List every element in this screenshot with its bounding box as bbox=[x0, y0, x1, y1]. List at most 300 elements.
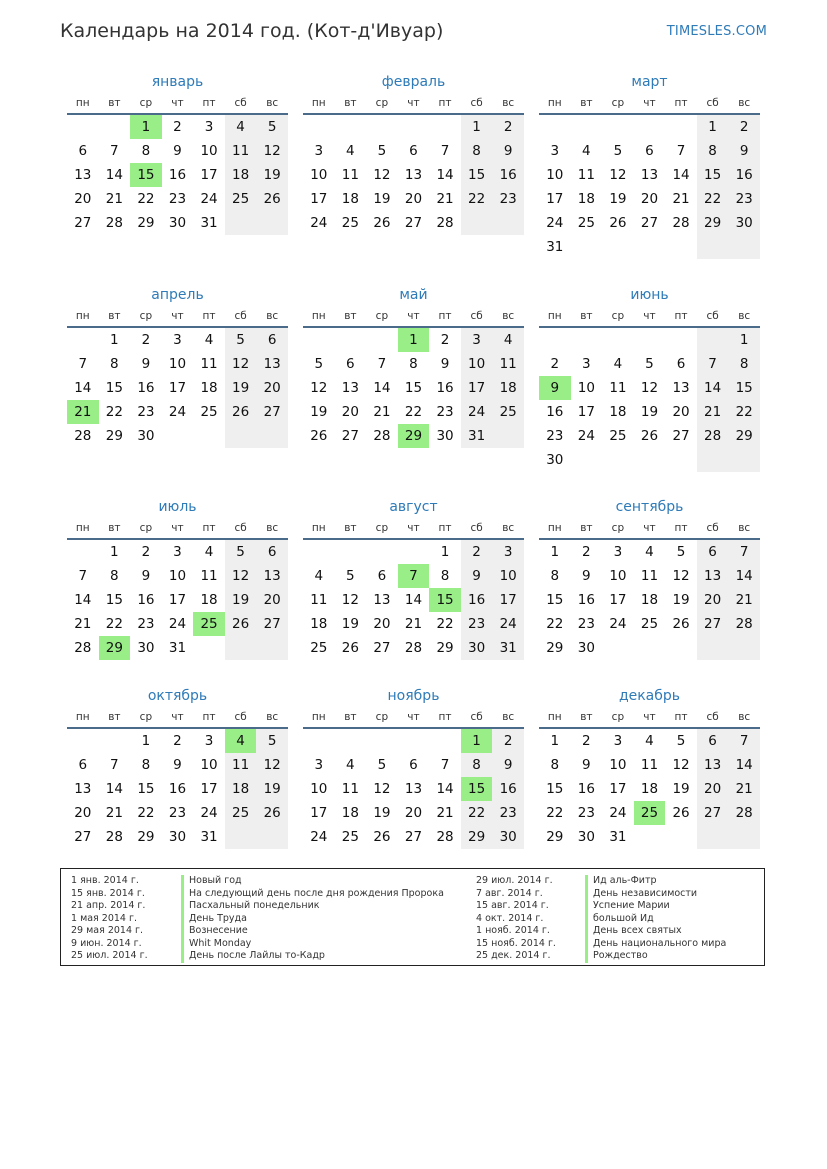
day-cell: 28 bbox=[105, 215, 123, 231]
day-cell: 16 bbox=[137, 380, 155, 396]
day-cell: 1 bbox=[461, 114, 493, 139]
day-cell: 7 bbox=[440, 757, 450, 773]
day-cell: 21 bbox=[728, 588, 760, 612]
day-cell: 2 bbox=[582, 733, 591, 749]
day-cell: 10 bbox=[310, 781, 328, 797]
day-cell: 26 bbox=[256, 187, 288, 211]
day-cell: 20 bbox=[640, 191, 659, 207]
weekday-header: ср bbox=[130, 306, 162, 327]
day-cell: 26 bbox=[341, 640, 359, 656]
day-cell: 31 bbox=[168, 640, 187, 656]
month-6 bbox=[67, 496, 288, 660]
day-cell: 17 bbox=[546, 191, 564, 207]
day-cell: 30 bbox=[168, 829, 187, 845]
day-cell: 1 bbox=[398, 327, 430, 352]
day-cell: 26 bbox=[256, 801, 288, 825]
day-cell: 2 bbox=[492, 728, 524, 753]
day-cell: 14 bbox=[74, 592, 92, 608]
empty-cell bbox=[571, 327, 603, 352]
day-cell: 23 bbox=[577, 616, 595, 632]
day-cell: 21 bbox=[373, 404, 391, 420]
day-cell: 21 bbox=[404, 616, 423, 632]
weekday-header: вс bbox=[256, 306, 288, 327]
day-cell: 29 bbox=[137, 215, 155, 231]
day-cell: 7 bbox=[676, 143, 686, 159]
empty-cell bbox=[728, 235, 760, 259]
day-cell: 25 bbox=[634, 801, 666, 825]
day-cell: 18 bbox=[577, 191, 595, 207]
day-cell: 15 bbox=[105, 592, 123, 608]
month-table bbox=[539, 306, 760, 472]
empty-cell bbox=[492, 424, 524, 448]
day-cell: 14 bbox=[728, 753, 760, 777]
day-cell: 10 bbox=[168, 356, 187, 372]
day-cell: 29 bbox=[99, 636, 131, 660]
day-cell: 23 bbox=[577, 805, 595, 821]
day-cell: 21 bbox=[697, 400, 729, 424]
weekday-header: пт bbox=[193, 518, 225, 539]
day-cell: 12 bbox=[373, 167, 391, 183]
day-cell: 4 bbox=[346, 757, 355, 773]
day-cell: 13 bbox=[256, 564, 288, 588]
brand-link[interactable]: TIMESLES.COM bbox=[666, 24, 767, 39]
empty-cell bbox=[366, 728, 398, 753]
empty-cell bbox=[162, 424, 194, 448]
empty-cell bbox=[99, 728, 131, 753]
month-1 bbox=[303, 71, 524, 235]
day-cell: 1 bbox=[130, 114, 162, 139]
holiday-date: 29 июл. 2014 г. bbox=[476, 875, 553, 886]
weekday-header: пт bbox=[665, 306, 697, 327]
day-cell: 17 bbox=[310, 805, 328, 821]
day-cell: 28 bbox=[404, 640, 423, 656]
weekday-header: вт bbox=[99, 518, 131, 539]
empty-cell bbox=[303, 327, 335, 352]
day-cell: 28 bbox=[697, 424, 729, 448]
day-cell: 22 bbox=[105, 404, 123, 420]
day-cell: 5 bbox=[225, 327, 257, 352]
weekday-header: ср bbox=[130, 518, 162, 539]
day-cell: 18 bbox=[310, 616, 328, 632]
holiday-names-col-1 bbox=[181, 875, 471, 963]
weekday-header: вт bbox=[571, 306, 603, 327]
day-cell: 16 bbox=[577, 592, 595, 608]
weekday-header: чт bbox=[634, 306, 666, 327]
month-table bbox=[67, 93, 288, 235]
empty-cell bbox=[99, 114, 131, 139]
holiday-date: 4 окт. 2014 г. bbox=[476, 912, 544, 924]
day-cell: 20 bbox=[373, 616, 391, 632]
empty-cell bbox=[256, 424, 288, 448]
day-cell: 16 bbox=[577, 781, 595, 797]
day-cell: 16 bbox=[492, 163, 524, 187]
day-cell: 9 bbox=[728, 139, 760, 163]
weekday-header: сб bbox=[461, 93, 493, 114]
day-cell: 30 bbox=[577, 829, 595, 845]
day-cell: 22 bbox=[404, 404, 423, 420]
empty-cell bbox=[366, 114, 398, 139]
holiday-date: 15 нояб. 2014 г. bbox=[476, 937, 556, 949]
day-cell: 1 bbox=[440, 544, 450, 560]
weekday-header: вт bbox=[571, 707, 603, 728]
empty-cell bbox=[634, 327, 666, 352]
weekday-header: вс bbox=[492, 306, 524, 327]
day-cell: 15 bbox=[404, 380, 423, 396]
day-cell: 8 bbox=[461, 753, 493, 777]
day-cell: 1 bbox=[550, 733, 560, 749]
empty-cell bbox=[461, 211, 493, 235]
weekday-header: пн bbox=[67, 93, 99, 114]
day-cell: 5 bbox=[676, 733, 686, 749]
empty-cell bbox=[429, 728, 461, 753]
weekday-header: ср bbox=[366, 518, 398, 539]
day-cell: 27 bbox=[697, 612, 729, 636]
day-cell: 25 bbox=[609, 428, 627, 444]
day-cell: 15 bbox=[130, 163, 162, 187]
weekday-header: пн bbox=[67, 306, 99, 327]
month-table bbox=[67, 707, 288, 849]
month-table bbox=[303, 518, 524, 660]
day-cell: 14 bbox=[74, 380, 92, 396]
day-cell: 15 bbox=[546, 781, 564, 797]
day-cell: 1 bbox=[728, 327, 760, 352]
weekday-header: пн bbox=[303, 707, 335, 728]
day-cell: 27 bbox=[640, 215, 659, 231]
day-cell: 21 bbox=[67, 400, 99, 424]
weekday-header: сб bbox=[461, 707, 493, 728]
day-cell: 26 bbox=[310, 428, 328, 444]
holiday-date: 1 янв. 2014 г. bbox=[71, 875, 139, 886]
day-cell: 7 bbox=[728, 728, 760, 753]
day-cell: 22 bbox=[728, 400, 760, 424]
holiday-date: 29 мая 2014 г. bbox=[71, 925, 144, 936]
day-cell: 20 bbox=[256, 376, 288, 400]
day-cell: 20 bbox=[672, 404, 690, 420]
day-cell: 7 bbox=[697, 352, 729, 376]
day-cell: 29 bbox=[137, 829, 155, 845]
day-cell: 19 bbox=[373, 805, 391, 821]
day-cell: 14 bbox=[728, 564, 760, 588]
empty-cell bbox=[256, 211, 288, 235]
day-cell: 26 bbox=[672, 805, 690, 821]
holiday-date: 1 мая 2014 г. bbox=[71, 912, 137, 924]
weekday-header: чт bbox=[162, 518, 194, 539]
day-cell: 17 bbox=[492, 588, 524, 612]
day-cell: 13 bbox=[256, 352, 288, 376]
day-cell: 7 bbox=[78, 568, 88, 584]
empty-cell bbox=[697, 327, 729, 352]
day-cell: 18 bbox=[200, 380, 218, 396]
day-cell: 28 bbox=[672, 215, 690, 231]
day-cell: 3 bbox=[613, 733, 623, 749]
weekday-header: пт bbox=[665, 518, 697, 539]
day-cell: 7 bbox=[110, 757, 119, 773]
empty-cell bbox=[728, 448, 760, 472]
day-cell: 7 bbox=[398, 564, 430, 588]
empty-cell bbox=[303, 728, 335, 753]
month-name: октябрь bbox=[147, 688, 208, 704]
day-cell: 22 bbox=[546, 616, 564, 632]
day-cell: 21 bbox=[74, 616, 92, 632]
day-cell: 17 bbox=[461, 376, 493, 400]
day-cell: 24 bbox=[168, 404, 187, 420]
empty-cell bbox=[571, 114, 603, 139]
day-cell: 31 bbox=[200, 829, 218, 845]
month-table bbox=[303, 93, 524, 235]
day-cell: 24 bbox=[310, 215, 328, 231]
month-7 bbox=[303, 496, 524, 660]
day-cell: 10 bbox=[577, 380, 595, 396]
day-cell: 24 bbox=[577, 428, 595, 444]
weekday-header: пн bbox=[67, 707, 99, 728]
day-cell: 6 bbox=[377, 568, 387, 584]
day-cell: 18 bbox=[609, 404, 627, 420]
holiday-name: День после Лайлы то-Кадр bbox=[181, 950, 471, 963]
day-cell: 19 bbox=[256, 163, 288, 187]
empty-cell bbox=[335, 539, 367, 564]
day-cell: 8 bbox=[440, 568, 450, 584]
day-cell: 4 bbox=[204, 332, 214, 348]
weekday-header: пт bbox=[193, 306, 225, 327]
day-cell: 8 bbox=[110, 356, 119, 372]
day-cell: 16 bbox=[168, 167, 187, 183]
day-cell: 30 bbox=[728, 211, 760, 235]
weekday-header: сб bbox=[461, 518, 493, 539]
weekday-header: вс bbox=[492, 707, 524, 728]
weekday-header: ср bbox=[130, 707, 162, 728]
day-cell: 28 bbox=[373, 428, 391, 444]
weekday-header: вт bbox=[335, 518, 367, 539]
day-cell: 12 bbox=[341, 592, 359, 608]
day-cell: 17 bbox=[200, 781, 218, 797]
month-table bbox=[539, 518, 760, 660]
holiday-dates-col-2 bbox=[476, 875, 586, 963]
weekday-header: пт bbox=[429, 707, 461, 728]
empty-cell bbox=[256, 636, 288, 660]
weekday-header: чт bbox=[398, 93, 430, 114]
day-cell: 29 bbox=[398, 424, 430, 448]
day-cell: 26 bbox=[672, 616, 690, 632]
month-5 bbox=[539, 284, 760, 472]
empty-cell bbox=[665, 327, 697, 352]
weekday-header: сб bbox=[225, 93, 257, 114]
day-cell: 18 bbox=[341, 805, 359, 821]
day-cell: 7 bbox=[728, 539, 760, 564]
weekday-header: чт bbox=[162, 306, 194, 327]
weekday-header: ср bbox=[366, 93, 398, 114]
month-name: апрель bbox=[151, 287, 204, 303]
day-cell: 12 bbox=[672, 757, 690, 773]
day-cell: 4 bbox=[645, 733, 654, 749]
day-cell: 7 bbox=[377, 356, 387, 372]
weekday-header: сб bbox=[697, 707, 729, 728]
day-cell: 16 bbox=[168, 781, 187, 797]
month-2 bbox=[539, 71, 760, 259]
day-cell: 2 bbox=[141, 544, 151, 560]
month-name: сентябрь bbox=[615, 499, 684, 515]
day-cell: 31 bbox=[200, 215, 218, 231]
day-cell: 24 bbox=[310, 829, 328, 845]
day-cell: 6 bbox=[697, 728, 729, 753]
empty-cell bbox=[697, 636, 729, 660]
day-cell: 12 bbox=[225, 352, 257, 376]
day-cell: 4 bbox=[314, 568, 324, 584]
weekday-header: вс bbox=[728, 518, 760, 539]
month-table bbox=[67, 306, 288, 448]
day-cell: 1 bbox=[141, 733, 151, 749]
day-cell: 14 bbox=[373, 380, 391, 396]
weekday-header: ср bbox=[366, 707, 398, 728]
day-cell: 2 bbox=[440, 332, 450, 348]
holiday-date: 1 нояб. 2014 г. bbox=[476, 925, 550, 936]
empty-cell bbox=[335, 728, 367, 753]
day-cell: 28 bbox=[728, 801, 760, 825]
day-cell: 9 bbox=[141, 356, 151, 372]
month-8 bbox=[539, 496, 760, 660]
day-cell: 27 bbox=[672, 428, 690, 444]
holiday-name: День Труда bbox=[181, 913, 471, 926]
day-cell: 6 bbox=[346, 356, 355, 372]
weekday-header: пн bbox=[303, 93, 335, 114]
day-cell: 25 bbox=[225, 187, 257, 211]
day-cell: 25 bbox=[640, 616, 659, 632]
day-cell: 2 bbox=[728, 114, 760, 139]
day-cell: 8 bbox=[141, 143, 151, 159]
day-cell: 26 bbox=[225, 400, 257, 424]
weekday-header: вт bbox=[335, 93, 367, 114]
day-cell: 20 bbox=[404, 191, 423, 207]
day-cell: 6 bbox=[645, 143, 654, 159]
weekday-header: вс bbox=[728, 707, 760, 728]
weekday-header: чт bbox=[398, 518, 430, 539]
weekday-header: чт bbox=[634, 518, 666, 539]
weekday-header: вс bbox=[728, 306, 760, 327]
day-cell: 19 bbox=[672, 781, 690, 797]
day-cell: 11 bbox=[609, 380, 627, 396]
empty-cell bbox=[665, 636, 697, 660]
day-cell: 5 bbox=[613, 143, 623, 159]
day-cell: 23 bbox=[436, 404, 454, 420]
day-cell: 18 bbox=[200, 592, 218, 608]
weekday-header: сб bbox=[461, 306, 493, 327]
day-cell: 3 bbox=[314, 143, 324, 159]
empty-cell bbox=[303, 539, 335, 564]
empty-cell bbox=[571, 235, 603, 259]
day-cell: 29 bbox=[436, 640, 454, 656]
month-name: май bbox=[399, 287, 428, 303]
day-cell: 15 bbox=[105, 380, 123, 396]
day-cell: 12 bbox=[310, 380, 328, 396]
month-table bbox=[303, 306, 524, 448]
day-cell: 11 bbox=[200, 568, 218, 584]
empty-cell bbox=[602, 636, 634, 660]
weekday-header: пн bbox=[67, 518, 99, 539]
day-cell: 6 bbox=[676, 356, 686, 372]
day-cell: 27 bbox=[256, 612, 288, 636]
day-cell: 8 bbox=[550, 568, 560, 584]
day-cell: 3 bbox=[613, 544, 623, 560]
day-cell: 18 bbox=[341, 191, 359, 207]
day-cell: 21 bbox=[105, 805, 123, 821]
day-cell: 6 bbox=[78, 143, 88, 159]
day-cell: 5 bbox=[256, 728, 288, 753]
day-cell: 18 bbox=[640, 592, 659, 608]
day-cell: 29 bbox=[546, 640, 564, 656]
day-cell: 13 bbox=[74, 781, 92, 797]
day-cell: 27 bbox=[697, 801, 729, 825]
day-cell: 27 bbox=[404, 215, 423, 231]
day-cell: 5 bbox=[676, 544, 686, 560]
holiday-date: 15 янв. 2014 г. bbox=[71, 887, 145, 899]
day-cell: 1 bbox=[461, 728, 493, 753]
day-cell: 27 bbox=[404, 829, 423, 845]
weekday-header: вс bbox=[256, 93, 288, 114]
day-cell: 13 bbox=[404, 781, 423, 797]
weekday-header: пн bbox=[303, 306, 335, 327]
holiday-date: 25 дек. 2014 г. bbox=[476, 950, 551, 961]
empty-cell bbox=[602, 235, 634, 259]
day-cell: 14 bbox=[105, 781, 123, 797]
day-cell: 10 bbox=[200, 143, 218, 159]
month-table bbox=[67, 518, 288, 660]
empty-cell bbox=[193, 636, 225, 660]
day-cell: 4 bbox=[645, 544, 654, 560]
day-cell: 9 bbox=[440, 356, 450, 372]
weekday-header: пт bbox=[429, 93, 461, 114]
empty-cell bbox=[193, 424, 225, 448]
day-cell: 30 bbox=[168, 215, 187, 231]
empty-cell bbox=[67, 539, 99, 564]
month-name: январь bbox=[151, 74, 204, 90]
day-cell: 11 bbox=[640, 757, 659, 773]
day-cell: 9 bbox=[173, 757, 182, 773]
day-cell: 22 bbox=[137, 191, 155, 207]
month-name: июль bbox=[158, 499, 197, 515]
day-cell: 20 bbox=[697, 777, 729, 801]
day-cell: 10 bbox=[546, 167, 564, 183]
day-cell: 13 bbox=[74, 167, 92, 183]
month-11 bbox=[539, 685, 760, 849]
day-cell: 12 bbox=[640, 380, 659, 396]
weekday-header: чт bbox=[634, 707, 666, 728]
day-cell: 26 bbox=[640, 428, 659, 444]
day-cell: 8 bbox=[728, 352, 760, 376]
day-cell: 5 bbox=[377, 757, 387, 773]
weekday-header: сб bbox=[225, 518, 257, 539]
empty-cell bbox=[602, 327, 634, 352]
day-cell: 24 bbox=[609, 616, 627, 632]
weekday-header: вс bbox=[492, 518, 524, 539]
empty-cell bbox=[303, 114, 335, 139]
empty-cell bbox=[398, 728, 430, 753]
day-cell: 2 bbox=[141, 332, 151, 348]
day-cell: 21 bbox=[436, 805, 454, 821]
day-cell: 9 bbox=[539, 376, 571, 400]
day-cell: 11 bbox=[577, 167, 595, 183]
empty-cell bbox=[366, 539, 398, 564]
day-cell: 19 bbox=[609, 191, 627, 207]
day-cell: 9 bbox=[582, 568, 591, 584]
day-cell: 30 bbox=[436, 428, 454, 444]
day-cell: 19 bbox=[341, 616, 359, 632]
day-cell: 23 bbox=[137, 616, 155, 632]
day-cell: 23 bbox=[492, 187, 524, 211]
day-cell: 14 bbox=[697, 376, 729, 400]
day-cell: 30 bbox=[137, 428, 155, 444]
day-cell: 7 bbox=[440, 143, 450, 159]
day-cell: 11 bbox=[200, 356, 218, 372]
empty-cell bbox=[665, 114, 697, 139]
